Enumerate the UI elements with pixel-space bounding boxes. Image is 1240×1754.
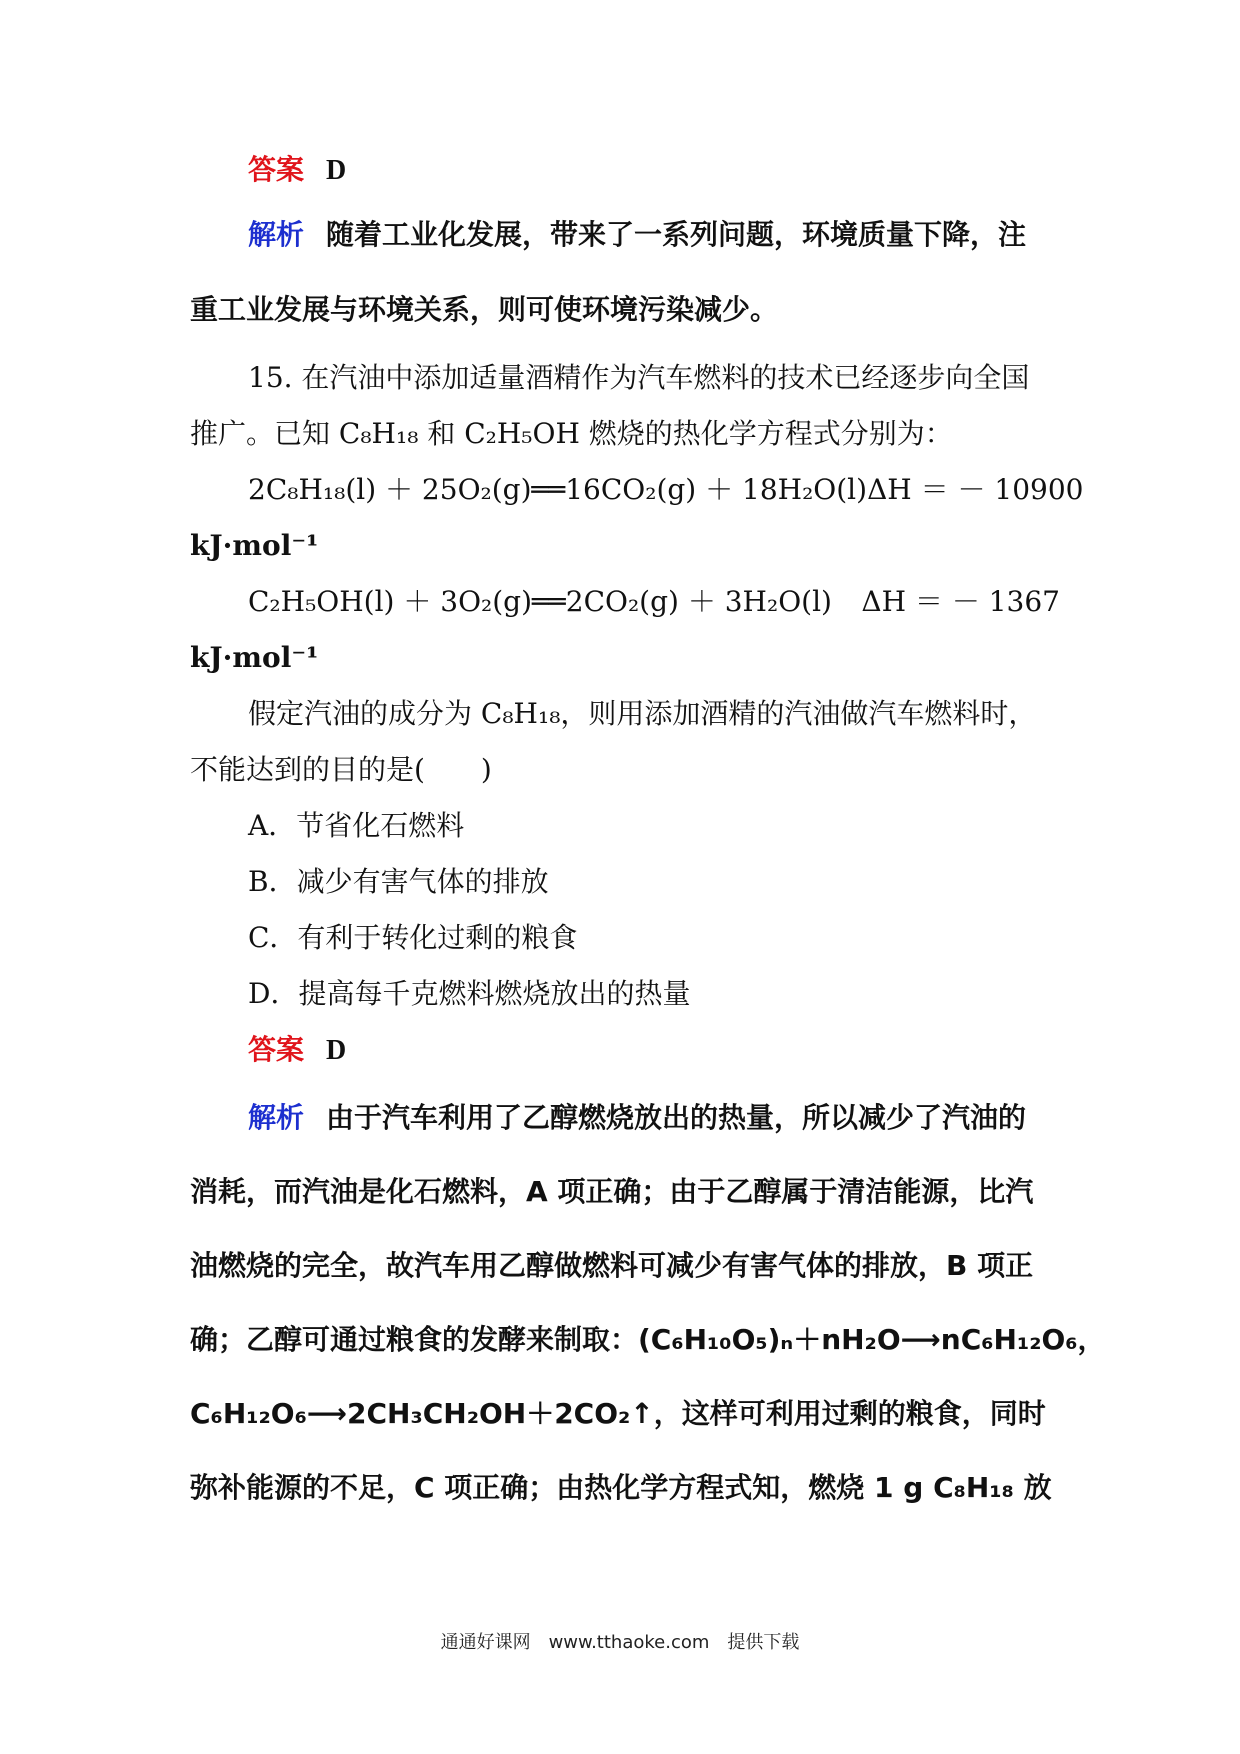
analysis-2-line-2: 消耗，而汽油是化石燃料，A 项正确；由于乙醇属于清洁能源，比汽 — [190, 1175, 1034, 1208]
analysis-label: 解析 — [248, 1101, 305, 1134]
analysis-text: 随着工业化发展，带来了一系列问题，环境质量下降，注 — [326, 218, 1027, 251]
option-a: A．节省化石燃料 — [248, 809, 465, 842]
page-footer: 通通好课网 www.tthaoke.com 提供下载 — [440, 1632, 800, 1653]
answer-label: 答案 — [248, 1033, 305, 1066]
answer-value: D — [326, 155, 347, 186]
question-15-line-2: 推广。已知 C₈H₁₈ 和 C₂H₅OH 燃烧的热化学方程式分别为： — [190, 417, 953, 450]
analysis-2-line-5: C₆H₁₂O₆⟶2CH₃CH₂OH＋2CO₂↑，这样可利用过剩的粮食，同时 — [190, 1397, 1046, 1430]
analysis-text: 由于汽车利用了乙醇燃烧放出的热量，所以减少了汽油的 — [326, 1101, 1027, 1134]
question-15-line-1: 15. 在汽油中添加适量酒精作为汽车燃料的技术已经逐步向全国 — [248, 361, 1030, 394]
equation-2 — [248, 582, 1060, 622]
answer-value: D — [326, 1035, 347, 1066]
answer-line-2 — [248, 1030, 1060, 1071]
analysis-1-line-1 — [248, 215, 1060, 255]
analysis-2-line-4: 确；乙醇可通过粮食的发酵来制取：(C₆H₁₀O₅)ₙ＋nH₂O⟶nC₆H₁₂O₆， — [190, 1323, 1106, 1356]
analysis-2-line-1 — [248, 1098, 1060, 1138]
option-d: D．提高每千克燃料燃烧放出的热量 — [248, 977, 691, 1010]
answer-label: 答案 — [248, 153, 305, 186]
analysis-2-line-6: 弥补能源的不足，C 项正确；由热化学方程式知，燃烧 1 g C₈H₁₈ 放 — [190, 1471, 1052, 1504]
equation-1-enthalpy: ΔH ＝ － 10900 — [867, 473, 1084, 506]
analysis-label: 解析 — [248, 218, 305, 251]
option-b: B．减少有害气体的排放 — [248, 865, 549, 898]
equation-1-reaction: 2C₈H₁₈(l) ＋ 25O₂(g)══16CO₂(g) ＋ 18H₂O(l) — [248, 473, 868, 506]
equation-1-unit: kJ·mol⁻¹ — [190, 529, 319, 562]
equation-2-unit: kJ·mol⁻¹ — [190, 641, 319, 674]
question-15-line-4: 不能达到的目的是( ) — [190, 753, 492, 786]
equation-2-reaction: C₂H₅OH(l) ＋ 3O₂(g)══2CO₂(g) ＋ 3H₂O(l) — [248, 585, 832, 618]
answer-line-1 — [248, 150, 1060, 191]
equation-2-enthalpy: ΔH ＝ － 1367 — [861, 585, 1060, 618]
analysis-2-line-3: 油燃烧的完全，故汽车用乙醇做燃料可减少有害气体的排放，B 项正 — [190, 1249, 1034, 1282]
equation-1 — [248, 470, 1084, 510]
question-15-line-3: 假定汽油的成分为 C₈H₁₈，则用添加酒精的汽油做汽车燃料时， — [248, 697, 1037, 730]
option-c: C．有利于转化过剩的粮食 — [248, 921, 578, 954]
analysis-1-line-2: 重工业发展与环境关系，则可使环境污染减少。 — [190, 293, 779, 326]
